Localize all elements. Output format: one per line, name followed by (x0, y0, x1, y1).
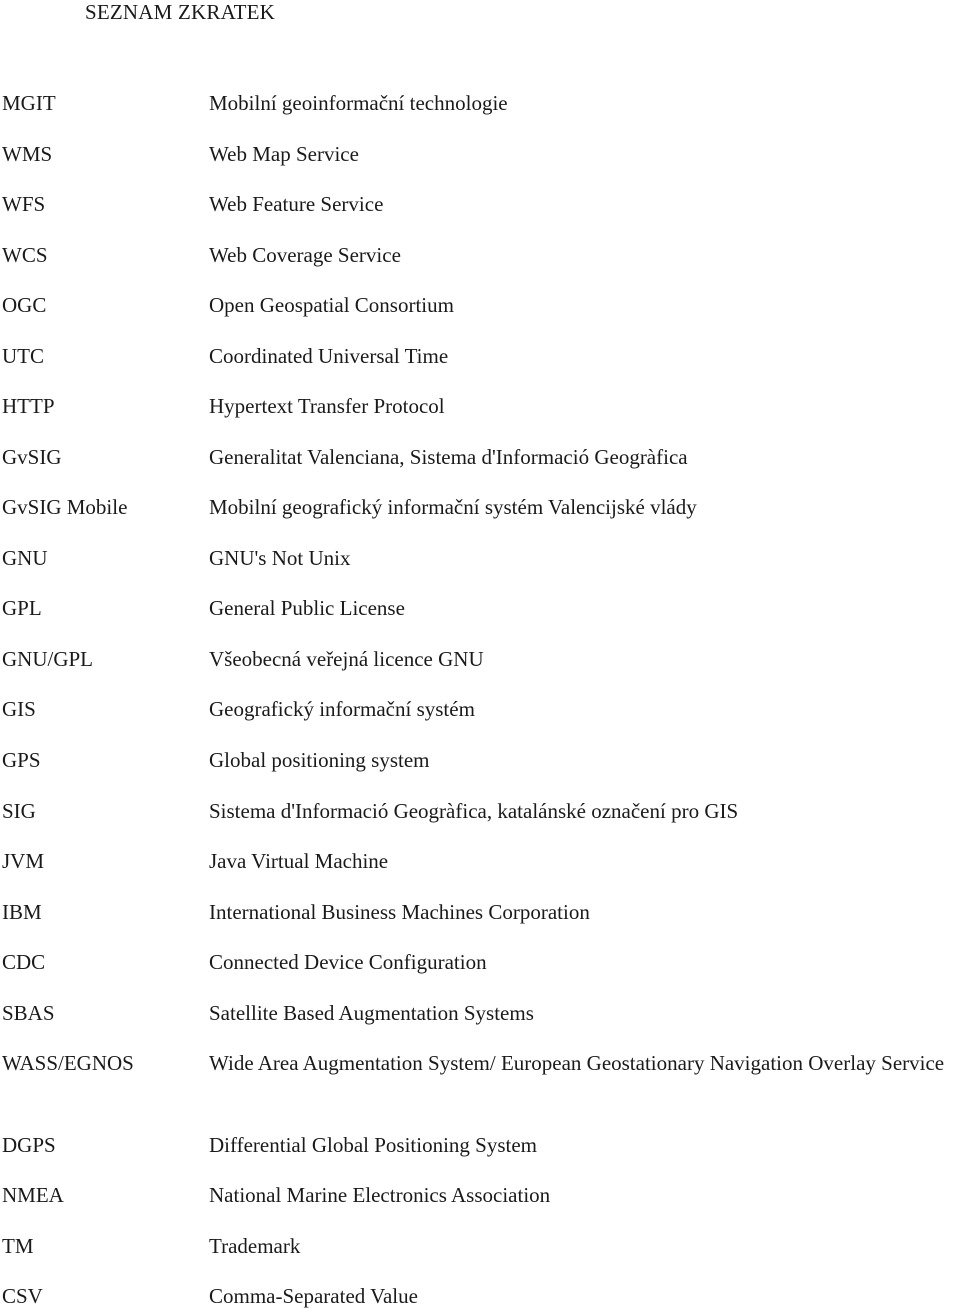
abbreviation-meaning: Java Virtual Machine (209, 849, 389, 873)
abbreviation-meaning: Geografický informační systém (209, 697, 475, 721)
abbreviation-meaning: Differential Global Positioning System (209, 1133, 538, 1157)
abbreviation: WCS (2, 243, 48, 267)
abbreviation: SBAS (2, 1001, 55, 1025)
abbreviation-meaning: General Public License (209, 596, 405, 620)
abbreviation: GNU/GPL (2, 647, 94, 671)
abbreviation: GPL (2, 596, 42, 620)
abbreviation: JVM (2, 849, 45, 873)
abbreviation-meaning: Mobilní geografický informační systém Valencijské vlády (209, 495, 697, 519)
abbreviation: IBM (2, 900, 42, 924)
abbreviation-meaning: International Business Machines Corporation (209, 900, 590, 924)
abbreviation-meaning: Comma-Separated Value (209, 1284, 418, 1308)
abbreviation: WASS/EGNOS (2, 1051, 134, 1075)
abbreviation-meaning: Generalitat Valenciana, Sistema d'Informació Geogràfica (209, 445, 688, 469)
abbreviation: SIG (2, 799, 36, 823)
abbreviation-meaning: Web Map Service (209, 142, 359, 166)
abbreviation-meaning: Coordinated Universal Time (209, 344, 449, 368)
abbreviation-meaning: Mobilní geoinformační technologie (209, 91, 508, 115)
abbreviation: GvSIG Mobile (2, 495, 128, 519)
abbreviation-meaning: Hypertext Transfer Protocol (209, 394, 445, 418)
abbreviation: NMEA (2, 1183, 64, 1207)
abbreviation: MGIT (2, 91, 56, 115)
abbreviation-meaning: Wide Area Augmentation System/ European Geostationary Navigation Overlay Service (209, 1051, 945, 1075)
abbreviation-meaning: Trademark (209, 1234, 301, 1258)
abbreviation-meaning: Connected Device Configuration (209, 950, 487, 974)
abbreviation: DGPS (2, 1133, 56, 1157)
abbreviation-meaning: National Marine Electronics Association (209, 1183, 551, 1207)
abbreviation-meaning: Open Geospatial Consortium (209, 293, 454, 317)
abbreviation: GIS (2, 697, 36, 721)
abbreviation-meaning: Global positioning system (209, 748, 430, 772)
abbreviation: CSV (2, 1284, 43, 1308)
abbreviation-meaning: Satellite Based Augmentation Systems (209, 1001, 534, 1025)
abbreviation: TM (2, 1234, 34, 1258)
abbreviation-meaning: Web Coverage Service (209, 243, 401, 267)
abbreviation-meaning: Web Feature Service (209, 192, 384, 216)
abbreviation-meaning: Sistema d'Informació Geogràfica, katalánské označení pro GIS (209, 799, 739, 823)
abbreviation: HTTP (2, 394, 55, 418)
abbreviation: UTC (2, 344, 44, 368)
abbreviation-meaning: GNU's Not Unix (209, 546, 351, 570)
abbreviation: GNU (2, 546, 48, 570)
abbreviation: GvSIG (2, 445, 62, 469)
abbreviation-meaning: Všeobecná veřejná licence GNU (209, 647, 484, 671)
abbreviation: OGC (2, 293, 47, 317)
abbreviation: GPS (2, 748, 41, 772)
abbreviation: WMS (2, 142, 53, 166)
page-title: SEZNAM ZKRATEK (85, 0, 276, 24)
abbreviation: WFS (2, 192, 46, 216)
abbreviation: CDC (2, 950, 46, 974)
